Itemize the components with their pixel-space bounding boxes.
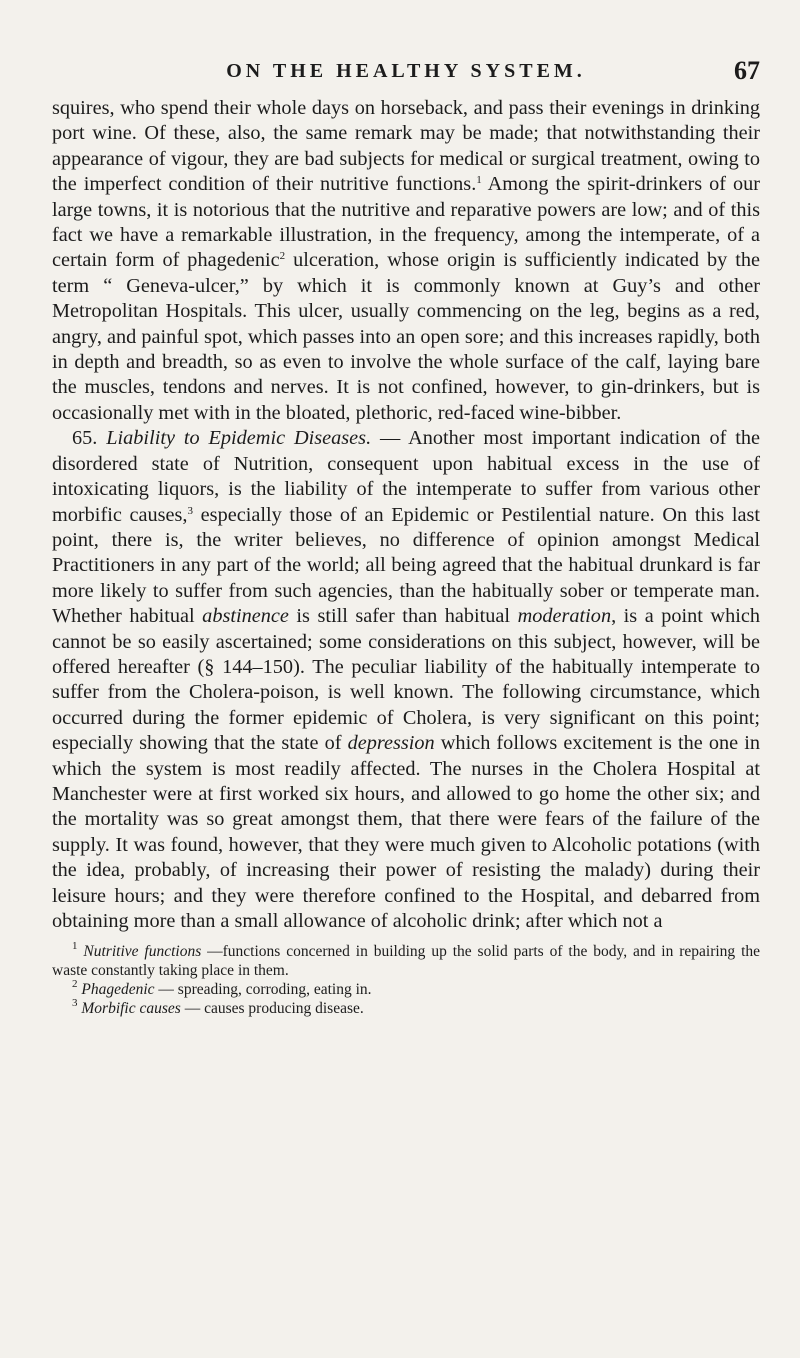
running-head (52, 56, 760, 92)
footnote: $^1$ Nutritive functions —functions concerned in building up the solid parts of the body, and in repairing the waste constantly taking place in them. (52, 940, 761, 980)
page-number: 67 (734, 56, 760, 85)
footnote-ref-1: 1 (476, 174, 482, 187)
emphasis-abstinence: abstinence (202, 605, 289, 628)
section-number: 65. (72, 427, 107, 450)
running-title: ON THE HEALTHY SYSTEM. (226, 60, 586, 82)
footnote-ref-2: 2 (279, 250, 286, 263)
body-text (52, 96, 760, 934)
footnotes (52, 942, 760, 1018)
paragraph-section-65: 65. Liability to Epidemic Diseases. — Another most important indication of the disordered state of Nutrition, consequent upon habitual excess in the use of intoxicating liquors, is the liability of the intemperate to suffer from various other morbific causes,$^3$ especially those of an Epidemic or Pestilential nature. On this last point, there is, the writer believes, no difference of opinion amongst Medical Practitioners in any part of the world; all being agreed that the habitual drunkard is far more likely to suffer from such agencies, than the habitually sober or temperate man. Whether habitual abstinence is still safer than habitual moderation, is a point which cannot be so easily ascertained; some considerations on this subject, however, will be offered hereafter (§ 144–150). The peculiar liability of the habitually intemperate to suffer from the Cholera-poison, is well known. The following circumstance, which occurred during the former epidemic of Cholera, is very significant on this point; especially showing that the state of depression which follows excitement is the one in which the system is most readily affected. The nurses in the Cholera Hospital at Manchester were at first worked six hours, and allowed to go home the other six; and the mortality was so great amongst them, that there were fears of the failure of the supply. It was found, however, that they were much given to Alcoholic potations (with the idea, probably, of increasing their power of resisting the malady) during their leisure hours; and they were therefore confined to the Hospital, and debarred from obtaining more than a small allowance of alcoholic drink; after which not a (52, 427, 761, 932)
section-heading: Liability to Epidemic Diseases. (106, 427, 372, 450)
footnote-separator (52, 934, 760, 942)
emphasis-depression: depression (347, 732, 435, 755)
emphasis-moderation: moderation (517, 605, 612, 628)
paragraph-squires: squires, who spend their whole days on horseback, and pass their evenings in drinking port wine. Of these, also, the same remark may be made; that notwithstanding their appearance of vigour, they are bad subjects for medical or surgical treatment, owing to the imperfect condition of their nutritive functions.$^1$ Among the spirit-drinkers of our large towns, it is notorious that the nutritive and reparative powers are low; and of this fact we have a remarkable illustration, in the frequency, among the intemperate, of a certain form of phagedenic$^2$ ulceration, whose origin is sufficiently indicated by the term “ Geneva-ulcer,” by which it is commonly known at Guy’s and other Metropolitan Hospitals. This ulcer, usually commencing on the leg, begins as a red, angry, and painful spot, which passes into an open sore; and this increases rapidly, both in depth and breadth, so as even to involve the whole surface of the calf, laying bare the muscles, tendons and nerves. It is not confined, however, to gin-drinkers, but is occasionally met with in the bloated, plethoric, red-faced wine-bibber. (52, 97, 761, 424)
footnote-ref-3: 3 (187, 504, 194, 517)
footnote: $^2$ Phagedenic — spreading, corroding, eating in. (72, 978, 372, 999)
footnote: $^3$ Morbific causes — causes producing disease. (72, 997, 364, 1018)
